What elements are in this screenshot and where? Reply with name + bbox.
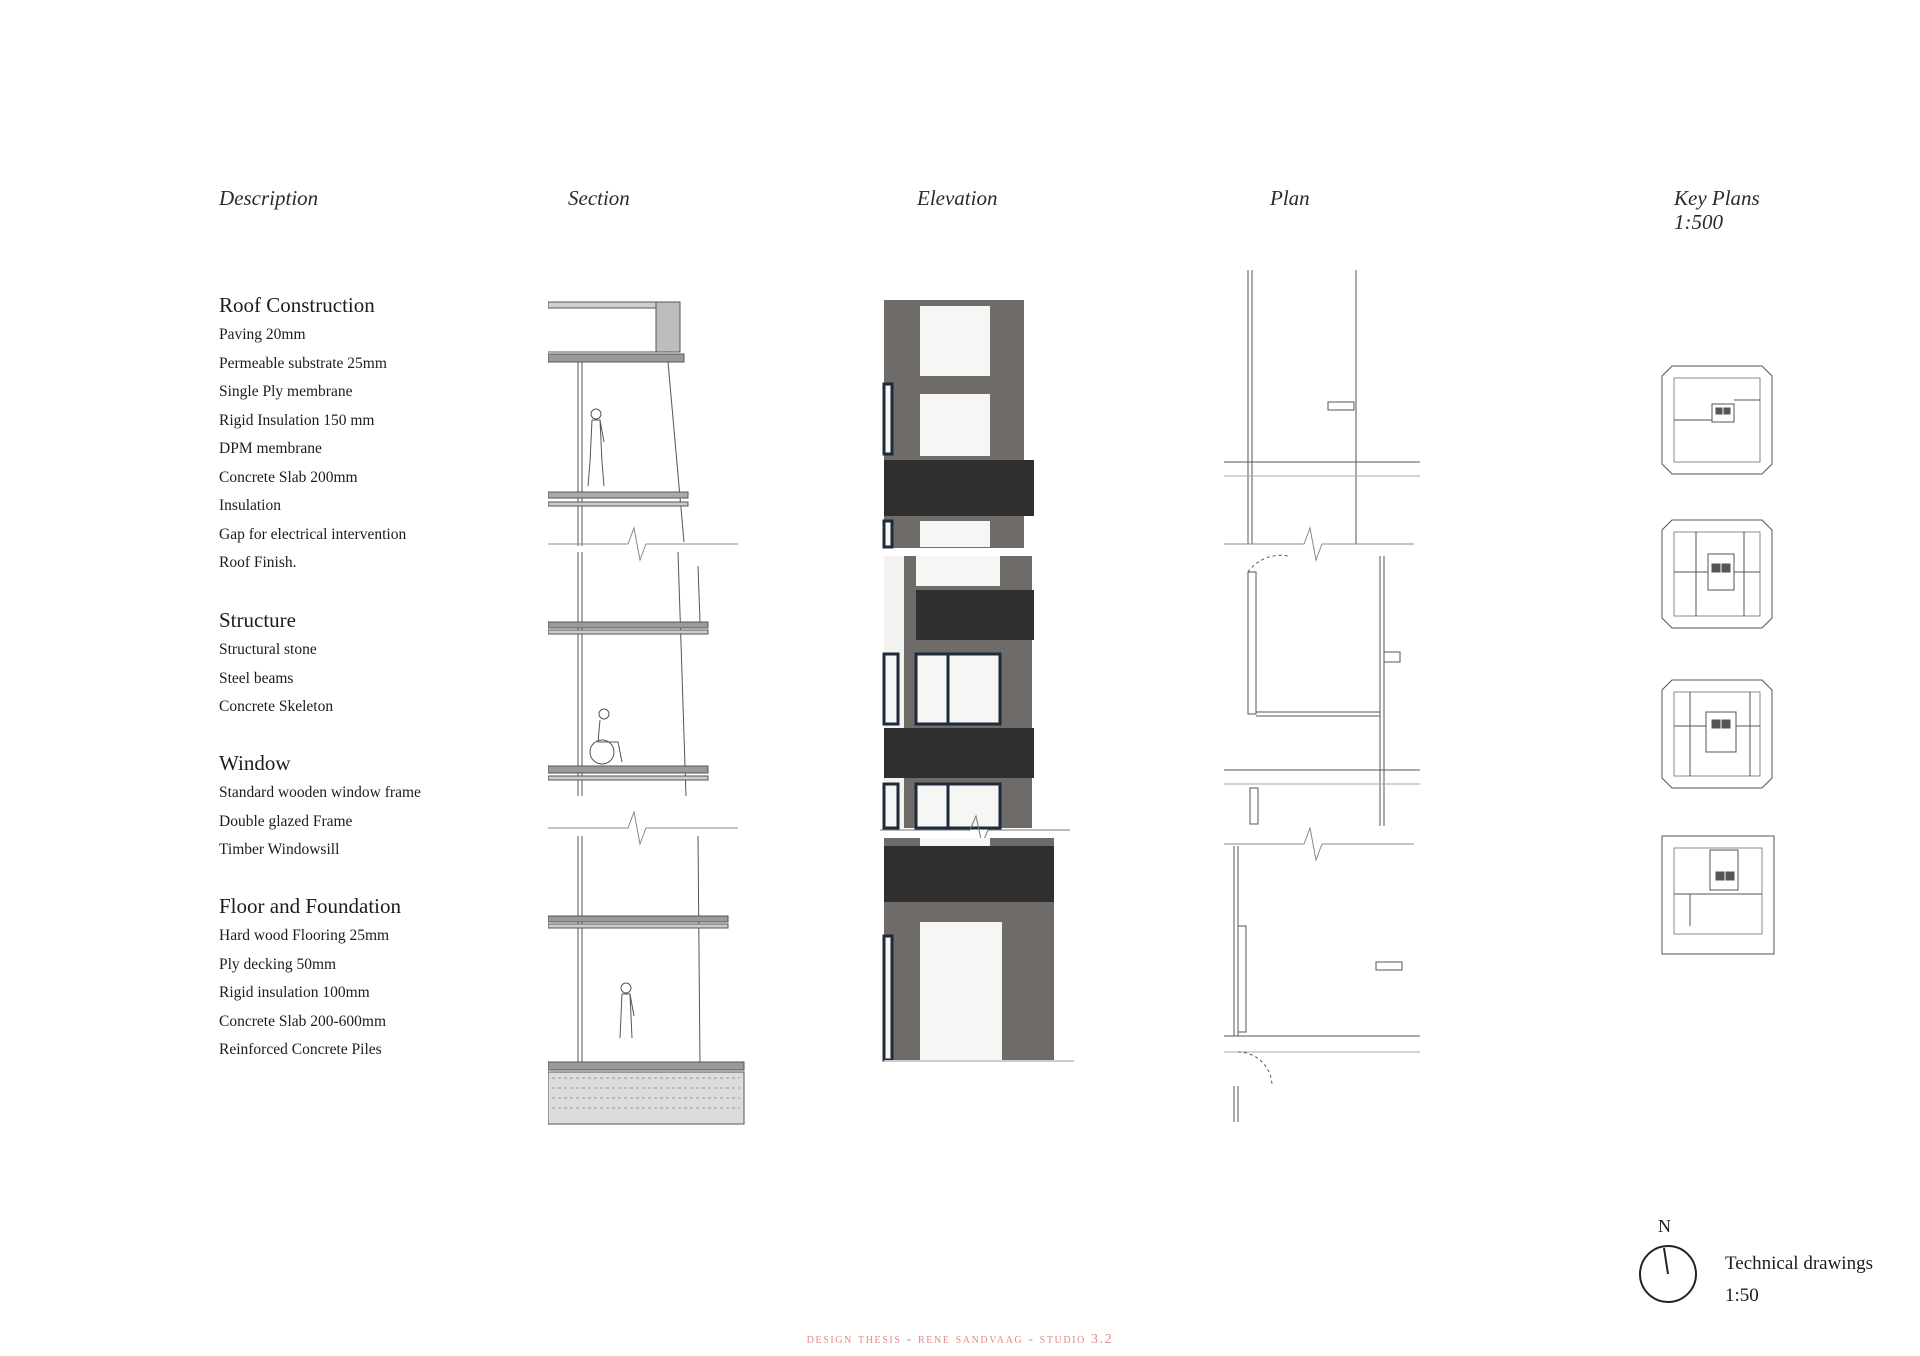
desc-item: Gap for electrical intervention <box>219 525 407 543</box>
elevation-heading: Elevation <box>917 186 998 210</box>
key-plan-1 <box>1662 366 1772 474</box>
section-drawing <box>548 266 748 1126</box>
plan-heading: Plan <box>1270 186 1310 210</box>
keyplans-heading <box>1674 186 1760 234</box>
description-heading: Description <box>219 186 319 210</box>
desc-item: DPM membrane <box>219 440 322 457</box>
desc-item: Double glazed Frame <box>219 812 353 830</box>
section-heading: Section <box>568 186 630 210</box>
footer-credit: design thesis - rene sandvaag - studio 3.2 <box>806 1332 1114 1347</box>
desc-item: Paving 20mm <box>219 326 306 343</box>
elevation-drawing <box>880 266 1080 1066</box>
technical-drawings-scale <box>1725 1248 1873 1312</box>
desc-group-structure <box>219 607 333 722</box>
desc-item: Insulation <box>219 497 281 514</box>
desc-group-title: Structure <box>219 608 296 632</box>
desc-item: Single Ply membrane <box>219 383 353 400</box>
technical-scale: 1:50 <box>1725 1285 1759 1306</box>
desc-item: Hard wood Flooring 25mm <box>219 927 390 944</box>
desc-item: Standard wooden window frame <box>219 784 421 801</box>
desc-group-title: Roof Construction <box>219 293 375 317</box>
key-plan-4 <box>1662 836 1774 954</box>
desc-item: Concrete Slab 200mm <box>219 468 358 486</box>
desc-item: Permeable substrate 25mm <box>219 354 387 372</box>
keyplans-scale: 1:500 <box>1674 210 1723 234</box>
desc-item: Ply decking 50mm <box>219 955 337 973</box>
north-arrow-icon <box>1636 1242 1700 1306</box>
desc-group-title: Floor and Foundation <box>219 894 401 918</box>
desc-item: Concrete Slab 200-600mm <box>219 1012 387 1030</box>
plan-drawing <box>1224 266 1424 1126</box>
desc-group-floor <box>219 893 401 1065</box>
desc-item: Structural stone <box>219 641 317 658</box>
key-plan-3 <box>1662 680 1772 788</box>
desc-item: Timber Windowsill <box>219 841 340 858</box>
north-label: N <box>1658 1216 1671 1236</box>
keyplans-title: Key Plans <box>1674 186 1760 210</box>
desc-group-roof <box>219 292 406 578</box>
desc-group-title: Window <box>219 751 291 775</box>
desc-item: Rigid Insulation 150 mm <box>219 411 375 429</box>
desc-item: Roof Finish. <box>219 554 297 571</box>
desc-item: Rigid insulation 100mm <box>219 984 370 1001</box>
desc-group-window <box>219 750 421 865</box>
technical-title: Technical drawings <box>1725 1253 1873 1274</box>
key-plans <box>1660 360 1784 970</box>
desc-item: Steel beams <box>219 669 294 687</box>
desc-item: Concrete Skeleton <box>219 698 334 715</box>
desc-item: Reinforced Concrete Piles <box>219 1041 382 1058</box>
key-plan-2 <box>1662 520 1772 628</box>
